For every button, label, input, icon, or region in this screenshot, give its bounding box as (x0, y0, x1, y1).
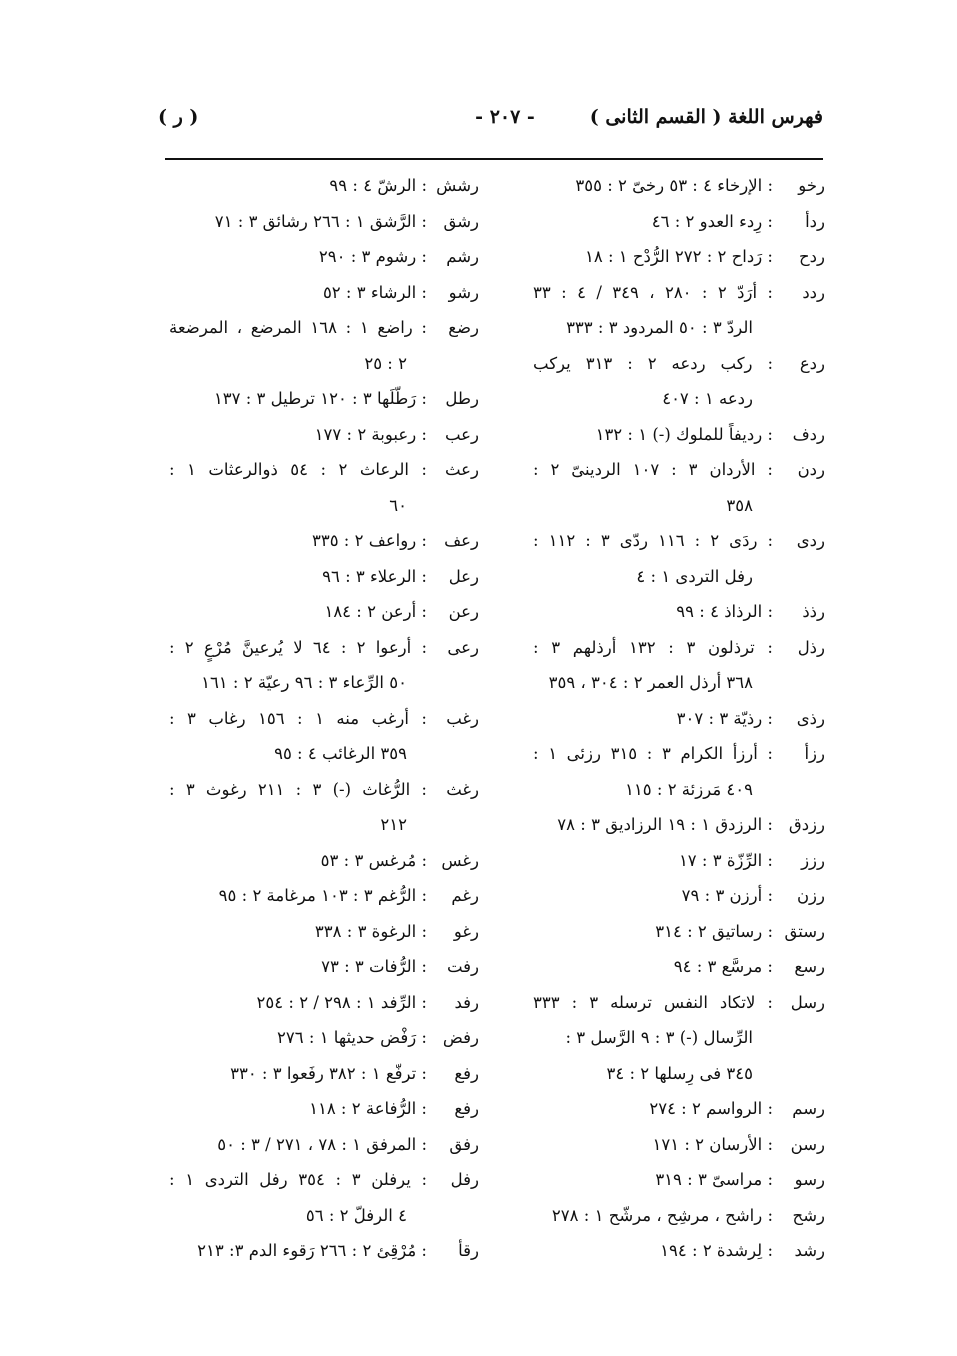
index-entry (533, 736, 825, 807)
index-entry (169, 310, 479, 381)
entry-text: : أرزأ الكرام ٣ : ٣١٥ رزئى ١ : (533, 744, 773, 763)
entry-root: رفد (454, 992, 479, 1012)
entry-root: رغث (446, 779, 479, 799)
index-entry (169, 275, 479, 311)
entry-text: : ركب ردعه ٢ : ٣١٣ يركب (533, 353, 774, 373)
entry-root: رغب (446, 708, 479, 728)
index-entry (169, 594, 479, 630)
entry-root: ردد (802, 282, 825, 302)
header-rule (165, 158, 823, 160)
entry-text: : أرَدّ ٢ : ٢٨٠ ، ٣٤٩ / ٤ : ٣٣ (533, 282, 773, 302)
entry-root: رشو (448, 282, 479, 302)
entry-root: رسن (790, 1134, 825, 1154)
entry-text: : أرزن ٣ : ٧٩ (681, 886, 773, 905)
index-entry (533, 523, 825, 594)
entry-root: رغم (451, 886, 479, 905)
entry-root: رفق (449, 1134, 479, 1154)
entry-root: رفت (446, 957, 479, 976)
index-entry (169, 417, 479, 453)
index-entry (533, 1127, 825, 1163)
index-entry (169, 559, 479, 595)
entry-text: : الرِّزّة ٣ : ١٧ (678, 850, 773, 870)
entry-root: رعل (448, 566, 479, 586)
index-entry (533, 843, 825, 879)
entry-text: : الرشّ ٤ : ٩٩ (329, 176, 427, 195)
index-entry (169, 914, 479, 950)
entry-text: : رَطّلَها ٣ : ١٢٠ ترطيل ٣ : ١٣٧ (213, 389, 427, 408)
entry-text: : راضع ١ : ١٦٨ المرضع ، المرضعة (169, 318, 427, 337)
index-entry (533, 949, 825, 985)
index-entry (533, 1162, 825, 1198)
index-entry (169, 1162, 479, 1233)
index-entry (533, 878, 825, 914)
entry-text: : الأردان ٣ : ١٠٧ الردينىّ ٢ : (533, 460, 773, 479)
index-entry (533, 594, 825, 630)
index-entry (169, 204, 479, 240)
entry-root: رطل (445, 389, 479, 408)
entry-root: ردن (797, 460, 825, 479)
entry-text: : مرسَّع ٣ : ٩٤ (673, 957, 773, 976)
index-entry (533, 807, 825, 843)
index-column-right (533, 168, 825, 1269)
entry-text: : الرُّغاث (-) ٣ : ٢١١ رغوث ٣ : (169, 779, 427, 799)
entry-root: رفل (450, 1170, 479, 1189)
entry-root: رعف (444, 531, 479, 550)
entry-text: : أرغب منه ١ : ١٥٦ رغاب ٣ : (169, 708, 427, 728)
entry-root: رزدق (788, 815, 825, 834)
entry-root: رفع (454, 1099, 479, 1118)
entry-text: : رشوم ٣ : ٢٩٠ (318, 247, 427, 266)
entry-text: : مُرْقِئ ٢ : ٢٦٦ رَقوء الدم ٣: ٢١٣ (197, 1241, 427, 1260)
entry-root: ردع (799, 353, 825, 373)
index-entry (169, 168, 479, 204)
entry-text: : لِرشدة ٢ : ١٩٤ (660, 1241, 773, 1260)
index-entry (169, 523, 479, 559)
entry-text: : أرعن ٢ : ١٨٤ (324, 602, 427, 621)
entry-text: : الرُّفات ٣ : ٧٣ (321, 957, 427, 976)
entry-text: : الرُّغم ٣ : ١٠٣ مرغامة ٢ : ٩٥ (218, 886, 427, 905)
entry-continuation: رفل التردى ١ : ٤ (636, 566, 753, 586)
entry-continuation: ٤٠٩ مَرزئة ٢ : ١١٥ (625, 779, 753, 799)
entry-continuation: ٥٠ الرِّعاء ٣ : ٩٦ رعيّة ٢ : ١٦١ (201, 673, 407, 692)
entry-text: : مُرغس ٣ : ٥٣ (320, 850, 427, 870)
index-entry (533, 239, 825, 275)
entry-text: : الإرخاء ٤ : ٥٣ رخىّ ٢ : ٣٥٥ (575, 176, 773, 195)
entry-root: رغس (441, 850, 479, 870)
index-entry (533, 985, 825, 1092)
entry-text: : الرذاذ ٤ : ٩٩ (676, 602, 773, 621)
index-entry (169, 1091, 479, 1127)
entry-continuation: ردعه ١ : ٤٠٧ (662, 389, 753, 408)
entry-root: رذل (797, 637, 825, 657)
entry-continuation: ٣٥٩ الرغائب ٤ : ٩٥ (274, 744, 407, 763)
index-entry (169, 630, 479, 701)
entry-text: : ترفّع ١ : ٣٨٢ رفَعوا ٣ : ٣٣٠ (230, 1063, 427, 1083)
entry-root: ردف (792, 424, 825, 444)
entry-text: : لاتكاد النفس ترسله ٣ : ٣٣٣ (533, 992, 773, 1012)
entry-text: : رذيّة ٣ : ٣٠٧ (676, 708, 773, 728)
entry-text: : رَفْض حديثها ١ : ٢٧٦ (277, 1028, 427, 1047)
entry-continuation: الردّ ٣ : ٥٠ المردود ٣ : ٣٣٣ (566, 318, 753, 337)
entry-text: : ترذلون ٣ : ١٣٢ أرذلهم ٣ : (533, 637, 773, 657)
running-title: فهرس اللغة ( القسم الثانى ) (589, 106, 823, 128)
entry-root: ردى (796, 531, 825, 550)
index-entry (533, 701, 825, 737)
entry-root: رعب (444, 424, 479, 444)
entry-text: : رديفاً للملوك (-) ١ : ١٣٢ (595, 424, 773, 444)
entry-text: : المرفق ١ : ٧٨ ، ٢٧١ / ٣ : ٥٠ (217, 1134, 427, 1154)
entry-root: رزن (796, 886, 825, 905)
entry-root: رستق (784, 921, 825, 941)
entry-text: : الرزدق ١ : ١٩ الرزاديق ٣ : ٧٨ (557, 815, 773, 834)
entry-text: : الرواسم ٢ : ٢٧٤ (649, 1099, 773, 1118)
entry-root: رذذ (802, 602, 825, 621)
index-entry (169, 381, 479, 417)
entry-text: : راشح ، مرشِح ، مرشّح ١ : ٢٧٨ (551, 1205, 773, 1225)
index-entry (169, 452, 479, 523)
entry-text: : الرعلاء ٣ : ٩٦ (322, 566, 427, 586)
entry-text: : رعبوبة ٢ : ١٧٧ (314, 424, 427, 444)
entry-root: رشم (446, 247, 479, 266)
entry-root: رشش (436, 176, 479, 195)
index-entry (533, 275, 825, 346)
index-entry (169, 985, 479, 1021)
entry-root: رعى (447, 637, 479, 657)
entry-root: رقأ (458, 1241, 479, 1260)
entry-root: رزأ (804, 744, 825, 763)
entry-root: ردح (799, 247, 825, 266)
entry-continuation: ٣٥٨ (726, 495, 753, 515)
entry-text: : الرغوة ٣ : ٣٣٨ (314, 921, 427, 941)
index-entry (169, 701, 479, 772)
entry-continuation: ٢ : ٢٥ (364, 353, 407, 373)
entry-root: رضع (448, 318, 479, 337)
entry-text: : رواعف ٢ : ٣٣٥ (311, 531, 427, 550)
entry-continuation: ٤ الرفلّ ٢ : ٥٦ (305, 1205, 407, 1225)
entry-root: رشد (794, 1241, 825, 1260)
index-entry (533, 1091, 825, 1127)
entry-text: : أرعوا ٢ : ٦٤ لا يُرعينَّ مُرْعٍ ٢ : (169, 637, 427, 657)
index-entry (169, 949, 479, 985)
entry-text: : رساتيق ٢ : ٣١٤ (655, 921, 773, 941)
entry-root: رعن (448, 602, 479, 621)
entry-root: رفع (454, 1063, 479, 1083)
entry-text: : يرفلن ٣ : ٣٥٤ رفل التردى ١ : (169, 1170, 428, 1189)
index-entry (533, 204, 825, 240)
section-letter: ( ر ) (158, 106, 199, 128)
entry-continuation: ٢١٢ (380, 815, 407, 834)
index-entry (169, 239, 479, 275)
entry-root: رشق (443, 211, 479, 231)
index-entry (169, 1233, 479, 1269)
entry-root: رعث (444, 460, 479, 479)
entry-text: : الرُّفاعة ٢ : ١١٨ (309, 1099, 427, 1118)
entry-text: : رَداح ٢ : ٢٧٢ الرُّدْح ١ : ١٨ (584, 247, 773, 266)
entry-root: رسم (792, 1099, 825, 1118)
entry-root: رسو (794, 1170, 825, 1189)
index-entry (533, 1233, 825, 1269)
index-entry (169, 1056, 479, 1092)
entry-root: رخو (798, 176, 825, 195)
entry-text: : الرعاث ٢ : ٥٤ ذوالرعثات ١ : (169, 460, 427, 479)
entry-root: رزز (801, 850, 825, 870)
entry-text: : ردَى ٢ : ١١٦ ردّى ٣ : ١١٢ : (533, 531, 773, 550)
entry-root: رسع (794, 957, 825, 976)
entry-root: رغو (453, 921, 479, 941)
index-entry (533, 630, 825, 701)
index-entry (533, 346, 825, 417)
entry-continuation: ٣٦٨ أرذل العمر ٢ : ٣٠٤ ، ٣٥٩ (548, 673, 753, 692)
entry-text: : الرشاء ٣ : ٥٢ (322, 282, 427, 302)
index-entry (533, 417, 825, 453)
entry-text: : الرِّفد ١ : ٢٩٨ / ٢ : ٢٥٤ (256, 992, 427, 1012)
entry-continuation: ٦٠ (389, 495, 407, 515)
entry-root: ردأ (805, 211, 825, 231)
entry-continuation: ٣٤٥ فى رِسلها ٢ : ٣٤ (606, 1063, 753, 1083)
index-entry (169, 1020, 479, 1056)
entry-root: رفض (442, 1028, 479, 1047)
entry-root: رذى (796, 708, 825, 728)
entry-root: رشح (792, 1205, 825, 1225)
entry-text: : الرَّشق ١ : ٢٦٦ رشائق ٣ : ٧١ (214, 211, 427, 231)
entry-text: : الأرسان ٢ : ١٧١ (652, 1134, 773, 1154)
entry-text: : مراسىّ ٣ : ٣١٩ (655, 1170, 773, 1189)
index-entry (533, 168, 825, 204)
index-entry (169, 843, 479, 879)
index-column-left (169, 168, 479, 1269)
entry-root: رسل (790, 992, 825, 1012)
index-entry (169, 878, 479, 914)
index-entry (533, 1198, 825, 1234)
entry-text: : رِدء العدو ٢ : ٤٦ (651, 211, 773, 231)
index-entry (533, 452, 825, 523)
index-entry (169, 1127, 479, 1163)
page-number: - ٢٠٧ - (475, 106, 535, 128)
index-entry (533, 914, 825, 950)
index-entry (169, 772, 479, 843)
entry-continuation: الرِّسال (-) ٣ : ٩ الرَّسل ٣ : (565, 1028, 753, 1047)
